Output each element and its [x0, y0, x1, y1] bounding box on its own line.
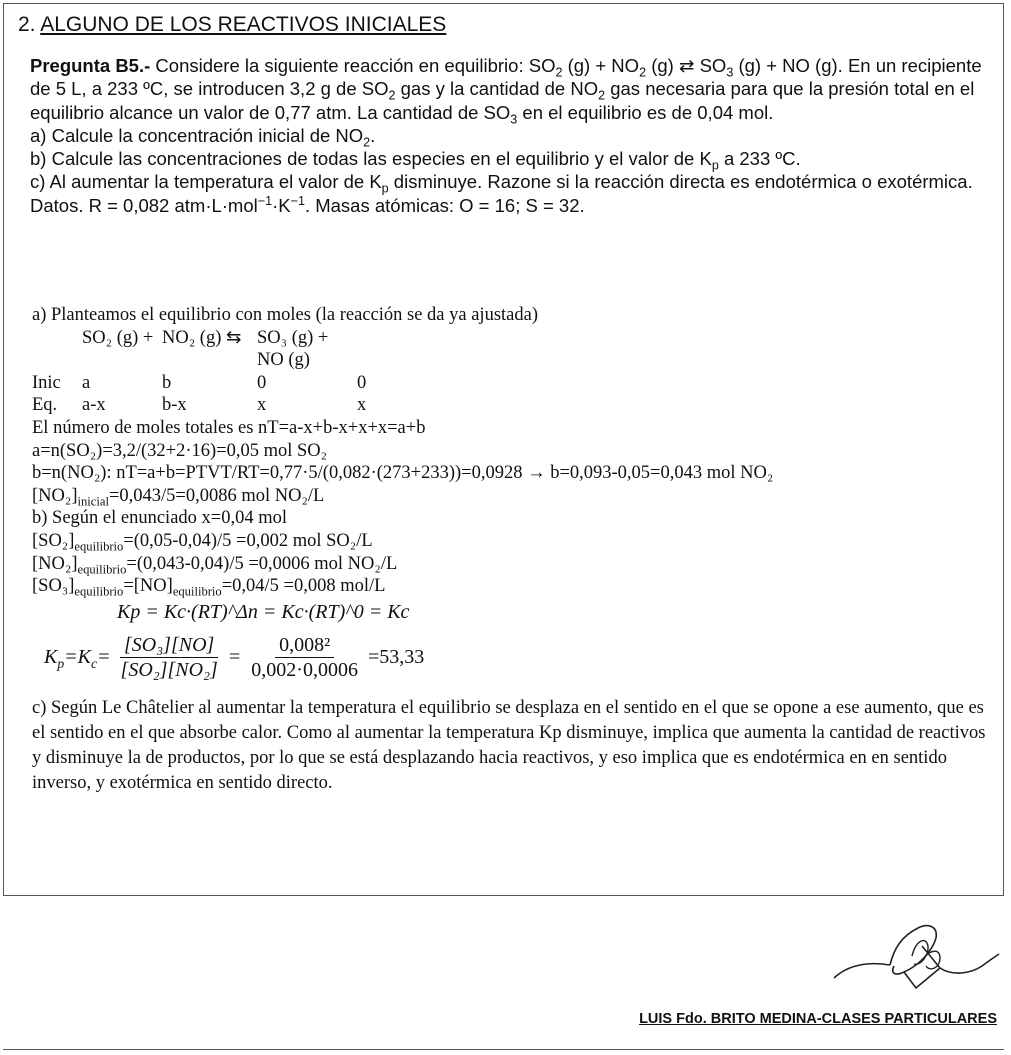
bottom-divider	[3, 1049, 1004, 1050]
part-b-heading: b) Según el enunciado x=0,04 mol	[32, 508, 287, 529]
table-cell: b-x	[162, 395, 187, 416]
table-cell: a	[82, 372, 91, 393]
total-moles-line: El número de moles totales es nT=a-x+b-x+x+x=a+b	[32, 417, 426, 438]
question-part-a: a) Calcule la concentración inicial de $NO_2$.	[30, 124, 376, 150]
kp-result: =53,33	[367, 646, 425, 669]
eq-so3-line: $[SO_3]_{equilibrio}=[NO]_{equilibrio}=0,04/5 =0,008$ mol/L	[32, 576, 386, 599]
eq-so2-line: $[SO_2]_{equilibrio}=(0,05-0,04)/5 =0,002$ mol SO₂/L	[32, 530, 373, 554]
ice-table	[32, 327, 997, 417]
part-c-paragraph: c) Según Le Châtelier al aumentar la temperatura el equilibrio se desplaza en el sentido en el que se opone a ese aumento, que es el sentido en el que absorbe calor. Como al aumentar la temperatura Kp disminuye, implica que aumenta la cantidad de reactivos y disminuye la de productos, por lo que se está desplazando hacia reactivos, y eso implica que es endotérmica en en sentido inverso, y exotérmica en sentido directo.	[32, 697, 986, 793]
kp-calculation: $K_p=K_c=$ $\frac{\text{[SO₃][NO]}}{\text{[SO₂][NO₂]}}$ = $\frac{\text{0,008²}}{0,002\cdot 0,0006}$ =53,33	[44, 633, 425, 682]
section-title-text: ALGUNO DE LOS REACTIVOS INICIALES	[40, 13, 447, 36]
table-cell: a-x	[82, 395, 106, 416]
table-cell: Eq.	[32, 395, 58, 416]
solution-block	[32, 304, 997, 796]
numeric-fraction: $\frac{\text{0,008²}}{0,002\cdot 0,0006}$	[251, 633, 358, 682]
kp-kc-relation: Kp = Kc·(RT)^Δn = Kc·(RT)^0 = Kc	[117, 600, 410, 623]
table-cell: Inic	[32, 372, 61, 393]
solution-intro: a) Planteamos el equilibrio con moles (la reacción se da ya ajustada)	[32, 305, 538, 325]
section-number: 2.	[18, 13, 36, 36]
question-label: Pregunta B5.-	[30, 55, 151, 76]
question-part-c: c) Al aumentar la temperatura el valor de $K_p$ disminuye. Razone si la reacción directa es endotérmica o exotérmica.	[30, 171, 973, 197]
question-part-b: b) Calcule las concentraciones de todas las especies en el equilibrio y el valor de $K_p$ a 233 ºC.	[30, 148, 801, 173]
table-cell	[32, 327, 82, 372]
table-cell: x	[257, 395, 267, 416]
table-cell: b	[162, 372, 172, 393]
initial-no2-line: $[NO_2]_{inicial}=0,043/5=0,0086$ mol NO₂/L	[32, 485, 325, 509]
table-cell: 0	[357, 372, 367, 393]
table-cell: x	[357, 395, 367, 416]
author-credit: LUIS Fdo. BRITO MEDINA-CLASES PARTICULARES	[639, 1011, 997, 1027]
question-statement: Pregunta B5.- Considere la siguiente reacción en equilibrio: $SO_2$ $(g) + NO_2$ (g) ⇄ $SO_3$ (g) + NO (g). En un recipiente de 5 L, a 233 ºC, se introducen 3,2 g de $SO_2$ gas y la cantidad de $NO_2$ gas necesaria para que la presión total en el equilibrio alcance un valor de 0,77 atm. La cantidad de $SO_3$ en el equilibrio es de 0,04 mol.	[30, 55, 982, 127]
concentration-fraction: $\frac{\text{[SO₃][NO]}}{\text{[SO₂][NO₂]}}$	[120, 633, 218, 682]
signature-mark	[832, 918, 1002, 998]
eq-no2-line: $[NO_2]_{equilibrio}=(0,043-0,04)/5 =0,0006$ mol NO₂/L	[32, 553, 398, 577]
moles-so2-line: a=n(SO₂)=3,2/(32+2·16)=0,05 mol SO₂	[32, 440, 328, 461]
section-title	[18, 13, 446, 37]
question-block	[30, 54, 990, 217]
table-cell	[357, 327, 507, 372]
moles-no2-line: b=n(NO₂): nT=a+b=PTVT/RT=0,77·5/(0,082·(273+233))=0,0928 → b=0,093-0,05=0,043 mol NO₂	[32, 463, 774, 484]
table-cell: SO₃ (g) + NO (g)	[257, 327, 329, 371]
table-cell: SO₂ (g) +	[82, 327, 154, 348]
table-cell: NO₂ (g) ⇆	[162, 327, 242, 348]
table-cell: 0	[257, 372, 267, 393]
question-data: Datos. R = 0,082 $atm\cdot L\cdot mol^{-1}\cdot K^{-1}$. Masas atómicas: O = 16; S = 32.	[30, 193, 585, 216]
